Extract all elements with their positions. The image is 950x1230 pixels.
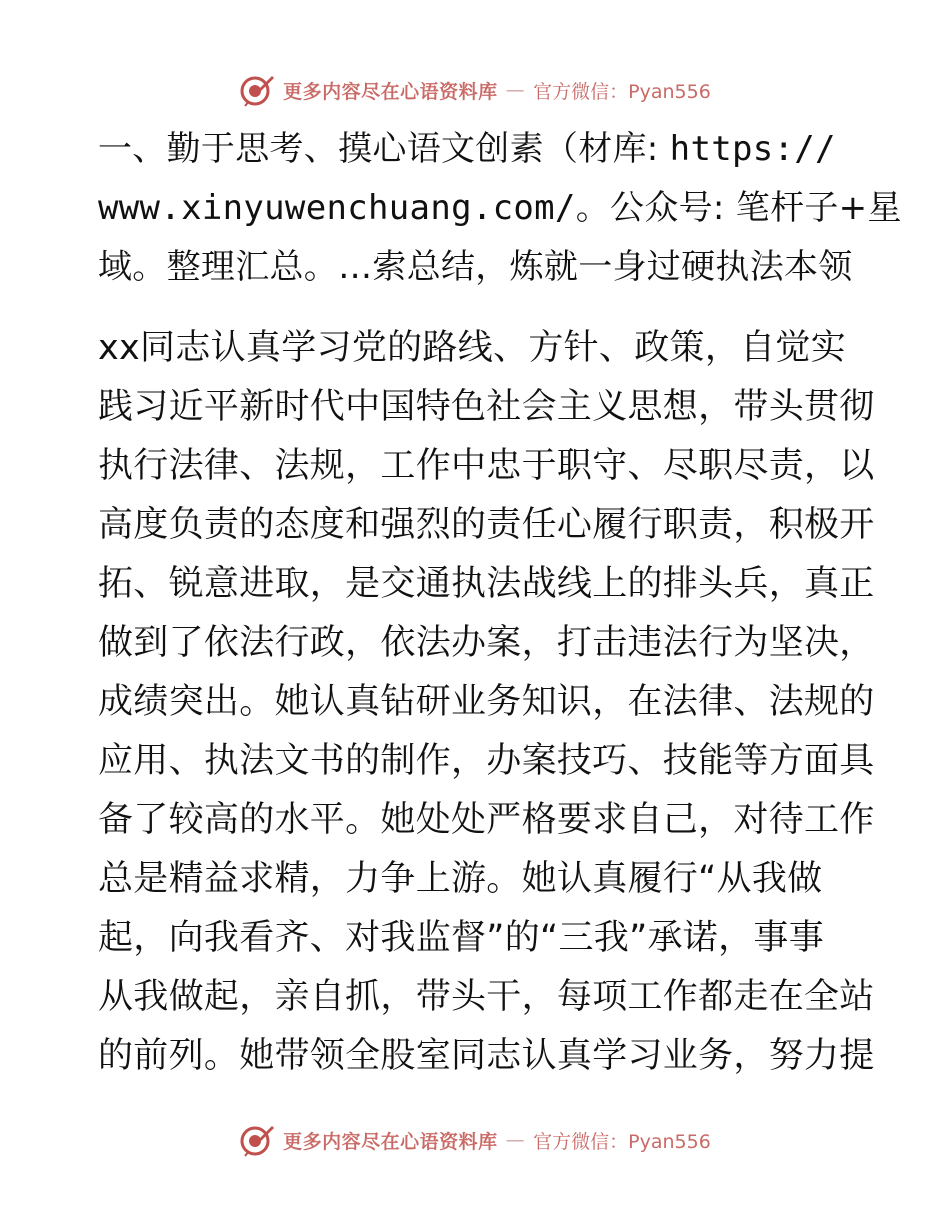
heading-link-part-1: https:// <box>669 129 836 169</box>
footer-banner-content <box>239 1123 711 1157</box>
body-line: 的前列。她带领全股室同志认真学习业务，努力提 <box>98 1036 875 1076</box>
body-line: 拓、锐意进取，是交通执法战线上的排头兵，真正 <box>98 564 875 604</box>
section-heading <box>98 120 902 297</box>
header-banner-content <box>239 73 711 107</box>
body-line: xx同志认真学习党的路线、方针、政策，自觉实 <box>98 328 847 368</box>
body-line: 做到了依法行政，依法办案，打击违法行为坚决， <box>98 623 875 663</box>
body-line: 起，向我看齐、对我监督”的“三我”承诺，事事 <box>98 918 824 958</box>
body-line: 从我做起，亲自抓，带头干，每项工作都走在全站 <box>98 977 875 1017</box>
body-paragraph <box>98 319 875 1086</box>
body-line: 备了较高的水平。她处处严格要求自己，对待工作 <box>98 800 875 840</box>
logo-pen-icon <box>239 73 275 107</box>
document-body <box>98 120 902 1086</box>
body-line: 践习近平新时代中国特色社会主义思想，带头贯彻 <box>98 387 875 427</box>
heading-line-1 <box>98 120 858 179</box>
body-line: 高度负责的态度和强烈的责任心履行职责，积极开 <box>98 505 875 545</box>
banner-wechat: 官方微信：Pyan556 <box>533 1130 711 1153</box>
logo-pen-icon <box>239 1123 275 1157</box>
banner-title: 更多内容尽在心语资料库 <box>283 80 498 103</box>
header-banner <box>0 70 950 110</box>
body-line: 应用、执法文书的制作，办案技巧、技能等方面具 <box>98 741 875 781</box>
heading-link-part-2: www.xinyuwenchuang.com/ <box>98 188 576 228</box>
banner-wechat: 官方微信：Pyan556 <box>533 80 711 103</box>
banner-dash: — <box>505 1129 526 1151</box>
footer-banner <box>0 1120 950 1160</box>
body-line: 总是精益求精，力争上游。她认真履行“从我做 <box>98 859 823 899</box>
heading-line-3: 域。整理汇总。…索总结，炼就一身过硬执法本领 <box>98 247 853 287</box>
banner-dash: — <box>505 79 526 101</box>
banner-title: 更多内容尽在心语资料库 <box>283 1130 498 1153</box>
heading-line-2-text: 。公众号: 笔杆子+星 <box>575 188 902 228</box>
heading-line-2 <box>98 179 902 238</box>
body-line: 执行法律、法规，工作中忠于职守、尽职尽责，以 <box>98 446 875 486</box>
heading-line-1-text: 一、勤于思考、摸心语文创素（材库: <box>98 129 670 169</box>
body-line: 成绩突出。她认真钻研业务知识，在法律、法规的 <box>98 682 875 722</box>
paragraph-gap <box>98 297 858 319</box>
